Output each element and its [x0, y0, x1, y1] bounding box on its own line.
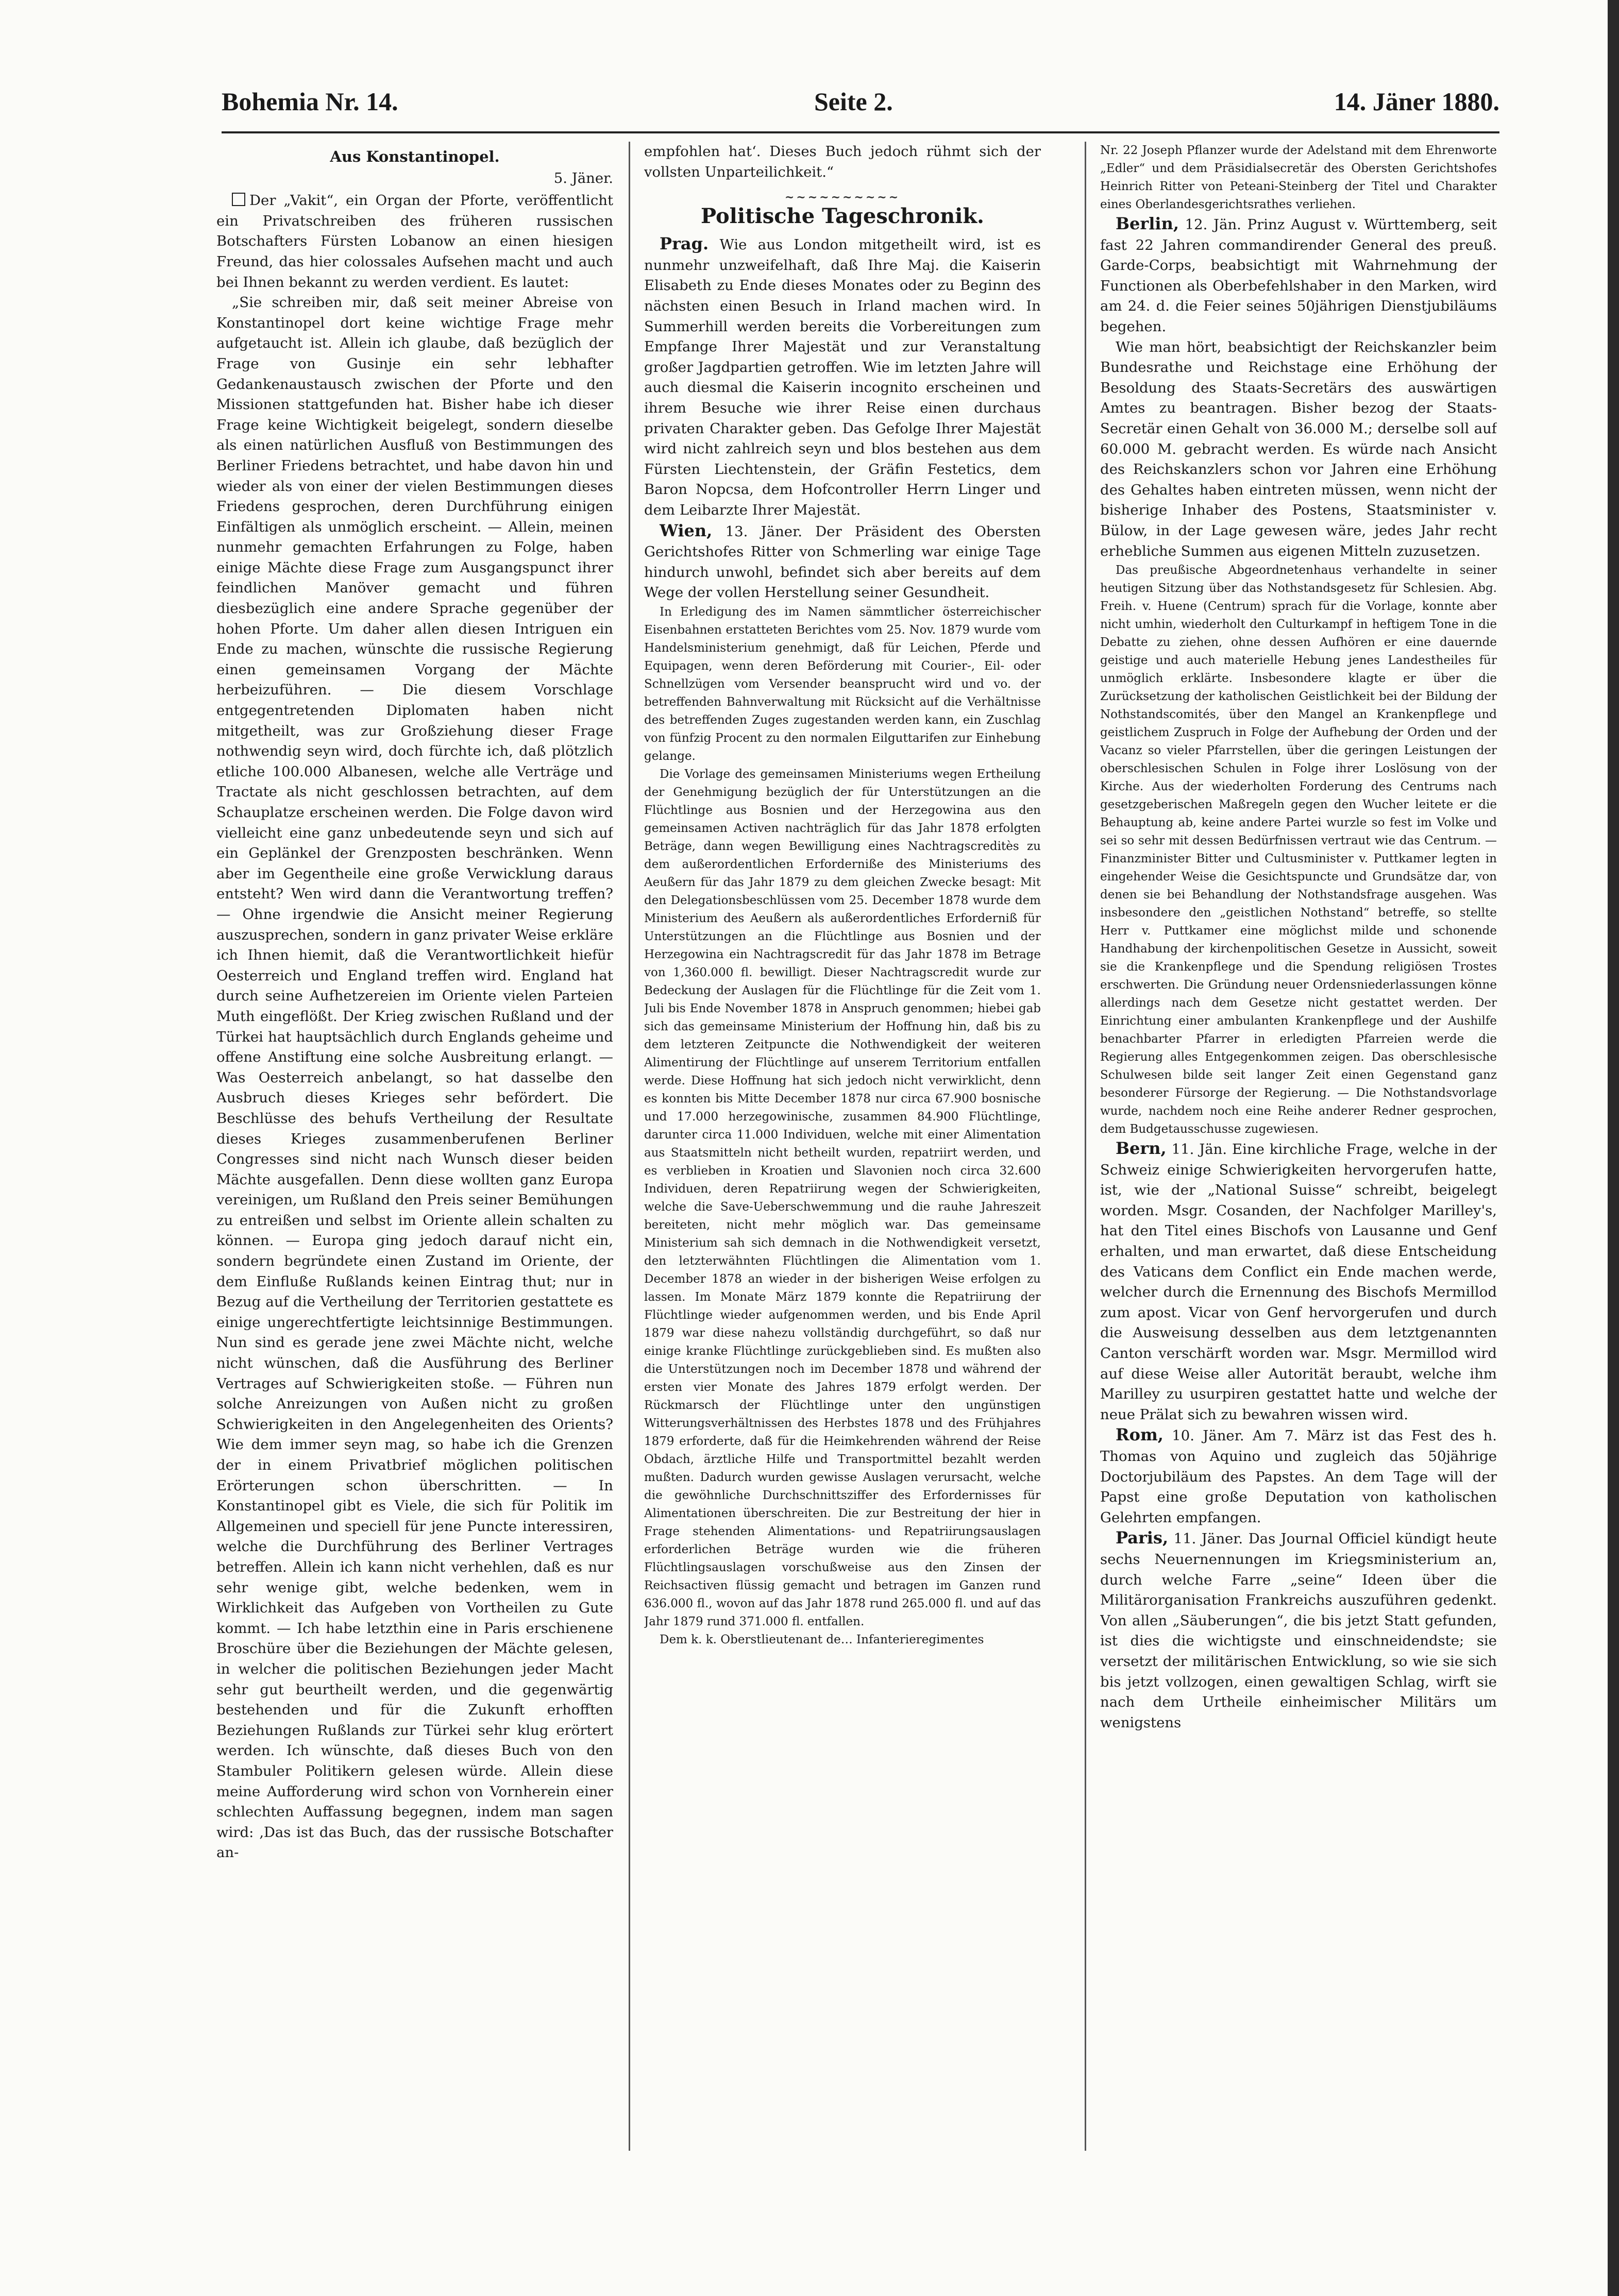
flourish-ornament: ~~~~~~~~~~ — [784, 191, 901, 205]
place-name: Prag. — [660, 234, 709, 254]
continuation-text: empfohlen hat‘. Dieses Buch jedoch rühmt sich der vollsten Unparteilichkeit.“ — [644, 143, 1041, 180]
issue-date: 14. Jäner 1880. — [1334, 87, 1499, 116]
place-name: Paris, — [1116, 1528, 1169, 1548]
page-header — [222, 87, 1499, 128]
article-paragraph: Der „Vakit“, ein Organ der Pforte, veröffentlicht ein Privatschreiben des früheren russischen Botschafters Fürsten Lobanow an einen hiesigen Freund, das hier colossales Aufsehen macht und auch bei Ihnen bekannt zu werden verdient. Es lautet: — [216, 192, 613, 291]
column-1 — [216, 142, 613, 2151]
column-3 — [1100, 142, 1497, 2151]
small-paragraph: Die Vorlage des gemeinsamen Ministeriums wegen Ertheilung der Genehmigung bezüglich der für Unterstützungen an die Flüchtlinge aus Bosnien und der Herzegowina aus den gemeinsamen Activen nachträglich für das Jahr 1878 erfolgten Beträge, dann wegen Bewilligung eines Nachtragscreditès zu dem außerordentlichen Erforderniße des Ministeriums des Aeußern für das Jahr 1879 zu dem gleichen Zwecke besagt: Mit den Delegationsbeschlüssen vom 25. December 1878 wurde dem Ministerium des Aeußern als außerordentliches Erforderniß für Unterstützungen an die Flüchtlinge aus Bosnien und der Herzegowina ein Nachtragscredit für das Jahr 1878 im Betrage von 1,360.000 fl. bewilligt. Dieser Nachtragscredit wurde zur Bedeckung der Auslagen für die Flüchtlinge für die Zeit vom 1. Juli bis Ende November 1878 in Anspruch genommen; hiebei gab sich das gemeinsame Ministerium der Hoffnung hin, daß bis zu dem letzteren Zeitpuncte die Nothwendigkeit der weiteren Alimentirung der Flüchtlinge auf unserem Territorium entfallen werde. Diese Hoffnung hat sich jedoch nicht verwirklicht, denn es konnten bis Mitte December 1878 nur circa 67.900 bosnische und 17.000 herzegowinische, zusammen 84.900 Flüchtlinge, darunter circa 11.000 Individuen, welche mit einer Alimentation aus Staatsmitteln nicht betheilt wurden, repatriirt werden, und es verblieben in Kroatien und Slavonien noch circa 32.600 Individuen, deren Repatriirung wegen der Schwierigkeiten, welche die Save-Ueberschwemmung und die rauhe Jahreszeit bereiteten, nicht mehr möglich war. Das gemeinsame Ministerium sah sich demnach in die Nothwendigkeit versetzt, den letzterwähnten Flüchtlingen die Alimentation vom 1. December 1878 an wieder in der bisherigen Weise erfolgen zu lassen. Im Monate März 1879 konnte die Repatriirung der Flüchtlinge wieder aufgenommen werden, und bis Ende April 1879 war diese nahezu vollständig durchgeführt, so daß nur einige kranke Flüchtlinge zurückgeblieben sind. Es mußten also die Unterstützungen noch im December 1878 und während der ersten vier Monate des Jahres 1879 erfolgt werden. Der Rückmarsch der Flüchtlinge unter den ungünstigen Witterungsverhältnissen des Herbstes 1878 und des Frühjahres 1879 erforderte, daß für die Heimkehrenden während der Reise Obdach, ärztliche Hilfe und Transportmittel bezahlt werden mußten. Dadurch wurden gewisse Auslagen verursacht, welche die gewöhnliche Durchschnittsziffer des Erfordernisses für Alimentationen überschreiten. Die zur Bestreitung der hier in Frage stehenden Alimentations- und Repatriirungsauslagen erforderlichen Beträge wurden wie die früheren Flüchtlingsauslagen vorschußweise aus den Zinsen der Reichsactiven flüssig gemacht und betragen im Ganzen rund 636.000 fl., wovon auf das Jahr 1878 rund 265.000 fl. und auf das Jahr 1879 rund 371.000 fl. entfallen. — [644, 767, 1041, 1628]
scan-edge — [1608, 0, 1619, 2296]
column-2 — [644, 142, 1041, 2151]
news-item: Prag. Wie aus London mitgetheilt wird, ist es nunmehr unzweifelhaft, daß Ihre Maj. die Kaiserin Elisabeth zu Ende dieses Monates oder zu Beginn des nächsten einen Besuch in Irland machen wird. In Summerhill werden bereits die Vorbereitungen zum Empfange Ihrer Majestät und zur Veranstaltung großer Jagdpartien getroffen. Wie im letzten Jahre will auch diesmal die Kaiserin incognito erscheinen und ihrem Besuche wie ihrer Reise einen durchaus privaten Charakter geben. Das Gefolge Ihrer Majestät wird nicht zahlreich seyn und blos bestehen aus dem Fürsten Liechtenstein, der Gräfin Festetics, dem Baron Nopcsa, dem Hofcontroller Herrn Linger und dem Leibarzte Ihrer Majestät. — [644, 234, 1041, 518]
article-title: Aus Konstantinopel. — [330, 148, 500, 165]
place-name: Wien, — [660, 520, 713, 540]
small-paragraph: Das preußische Abgeordnetenhaus verhandelte in seiner heutigen Sitzung über das Nothstandsgesetz für Schlesien. Abg. Freih. v. Huene (Centrum) sprach für die Vorlage, konnte aber nicht umhin, wiederholt den Culturkampf in heftigem Tone in die Debatte zu ziehen, ohne dessen Aufhören er eine dauernde geistige und auch materielle Hebung jenes Landestheiles für unmöglich erklärte. Insbesondere klagte er über die Zurücksetzung der katholischen Geistlichkeit bei der Bildung der Nothstandscomités, über den Mangel an Krankenpflege und geistlichem Zuspruch in Folge der Aufhebung der Orden und der Vacanz so vieler Pfarrstellen, über die geringen Leistungen der oberschlesischen Schulen in Folge ihrer Loslösung von der Kirche. Aus der wiederholten Forderung des Centrums nach gesetzgeberischen Maßregeln gegen den Wucher leitete er die Behauptung ab, keine andere Partei wurzle so fest im Volke und sei so sehr mit dessen Bedürfnissen vertraut wie das Centrum. — Finanzminister Bitter und Cultusminister v. Puttkamer legten in eingehender Weise die Gesichtspuncte und Grundsätze dar, von denen sie bei Behandlung der Nothstandsfrage ausgehen. Was insbesondere den „geistlichen Nothstand“ betreffe, so stellte Herr v. Puttkamer eine möglichst milde und schonende Handhabung der kirchenpolitischen Gesetze in Aussicht, soweit sie die Krankenpflege und die Spendung religiösen Trostes erschwerten. Die Gründung neuer Ordensniederlassungen könne allerdings nach dem Gesetze nicht gestattet werden. Der Einrichtung einer ambulanten Krankenpflege und der Aushilfe benachbarter Pfarrer in erledigten Pfarreien werde die Regierung alles Entgegenkommen zeigen. Das oberschlesische Schulwesen bilde seit langer Zeit einen Gegenstand ganz besonderer Fürsorge der Regierung. — Die Nothstandsvorlage wurde, nachdem noch eine Reihe anderer Redner gesprochen, dem Budgetausschusse zugewiesen. — [1100, 564, 1497, 1136]
page-number: Seite 2. — [814, 87, 893, 116]
dateline: 5. Jäner. — [553, 169, 613, 186]
small-paragraph: In Erledigung des im Namen sämmtlicher österreichischer Eisenbahnen erstatteten Berichtes vom 25. Nov. 1879 wurde vom Handelsministerium genehmigt, daß für Leichen, Pferde und Equipagen, wenn deren Beförderung mit Courier-, Eil- oder Schnellzügen vom Versender beansprucht wird und vo. der betreffenden Bahnverwaltung mit Rücksicht auf die Verhältnisse des betreffenden Zuges zugestanden werden kann, ein Zuschlag von fünfzig Procent zu den normalen Eilguttarifen zur Einhebung gelange. — [644, 605, 1041, 763]
news-item: Wie man hört, beabsichtigt der Reichskanzler beim Bundesrathe und Reichstage eine Erhöhung der Besoldung des Staats-Secretärs des auswärtigen Amtes zu beantragen. Bisher bezog der Staats-Secretär einen Gehalt von 36.000 M.; derselbe soll auf 60.000 M. gebracht werden. Es würde nach Ansicht des Reichskanzlers schon vor Jahren eine Erhöhung des Gehaltes haben eintreten müssen, wenn nicht der bisherige Inhaber des Postens, Staatsminister v. Bülow, in der Lage gewesen wäre, jedes Jahr recht erhebliche Summen aus eigenen Mitteln zuzusetzen. — [1100, 338, 1497, 559]
news-item: Bern, 11. Jän. Eine kirchliche Frage, welche in der Schweiz einige Schwierigkeiten hervorgerufen hatte, ist, wie der „National Suisse“ schreibt, beigelegt worden. Msgr. Cosanden, der Nachfolger Marilley's, hat den Titel eines Bischofs von Lausanne und Genf erhalten, und man erwartet, daß diese Entscheidung des Vaticans dem Conflict ein Ende machen werde, welcher durch die Ernennung des Bischofs Mermillod zum apost. Vicar von Genf hervorgerufen und durch die Ausweisung desselben aus dem letztgenannten Canton verschärft worden war. Msgr. Mermillod wird auf diese Weise aller Autorität beraubt, welche ihm Marilley zu usurpiren gestattet hatte und welche der neue Prälat sich zu bewahren wissen wird. — [1100, 1138, 1497, 1423]
small-paragraph: Nr. 22 Joseph Pflanzer wurde der Adelstand mit dem Ehrenworte „Edler“ und dem Präsidialsecretär des Obersten Gerichtshofes Heinrich Ritter von Peteani-Steinberg der Titel und Charakter eines Oberlandesgerichtsrathes verliehen. — [1100, 144, 1497, 211]
place-name: Rom, — [1116, 1425, 1163, 1445]
column-rule — [629, 142, 630, 2151]
column-rule — [1085, 142, 1086, 2151]
place-name: Bern, — [1116, 1138, 1167, 1159]
news-item: Wien, 13. Jäner. Der Präsident des Obersten Gerichtshofes Ritter von Schmerling war einige Tage hindurch unwohl, befindet sich aber bereits auf dem Wege der vollen Herstellung seiner Gesundheit. — [644, 520, 1041, 601]
header-rule — [222, 131, 1499, 133]
article-paragraph: „Sie schreiben mir, daß seit meiner Abreise von Konstantinopel dort keine wichtige Frage mehr aufgetaucht ist. Allein ich glaube, daß bezüglich der Frage von Gusinje ein sehr lebhafter Gedankenaustausch zwischen der Pforte und den Missionen stattgefunden hat. Bisher habe ich dieser Frage keine Wichtigkeit beigelegt, sondern dieselbe als einen natürlichen Ausfluß von Bestimmungen des Berliner Friedens betrachtet, und habe davon hin und wieder als von einer der vielen Bestimmungen dieses Friedens gesprochen, deren Durchführung einigen Einfältigen als unmöglich erscheint. — Allein, meinen nunmehr gemachten Erfahrungen zu Folge, haben einige Mächte diese Frage zum Ausgangspunct ihrer feindlichen Manöver gemacht und führen diesbezüglich eine andere Sprache gegenüber der hohen Pforte. Um daher allen diesen Intriguen ein Ende zu machen, wünschte die russische Regierung einen gemeinsamen Vorgang der Mächte herbeizuführen. — Die diesem Vorschlage entgegentretenden Diplomaten haben nicht mitgetheilt, was zur Großziehung dieser Frage nothwendig seyn wird, doch fürchte ich, daß plötzlich etliche 100.000 Albanesen, welche alle Verträge und Tractate als nicht geschlossen betrachten, auf dem Schauplatze erscheinen werden. Die Folge davon wird vielleicht eine ganz unbedeutende seyn und sich auf ein Geplänkel der Grenzposten beschränken. Wenn aber im Gegentheile eine große Verwicklung daraus entsteht? Wen wird dann die Verantwortung treffen? — Ohne irgendwie die Ansicht meiner Regierung auszusprechen, sondern in ganz privater Weise erkläre ich Ihnen hiemit, daß die Verantwortlichkeit hiefür Oesterreich und England treffen wird. England hat durch seine Aufhetzereien im Oriente vielen Parteien Muth eingeflößt. Der Krieg zwischen Rußland und der Türkei hat hauptsächlich durch Englands geheime und offene Anstiftung eine solche Ausbreitung erlangt. — Was Oesterreich anbelangt, so hat dasselbe den Ausbruch dieses Krieges sehr befördert. Die Beschlüsse des behufs Vertheilung der Resultate dieses Krieges zusammenberufenen Berliner Congresses sind nicht nach Wunsch dieser beiden Mächte ausgefallen. Denn diese wollten ganz Europa vereinigen, um Rußland den Preis seiner Bemühungen zu entreißen und selbst im Oriente allein schalten zu können. — Europa ging jedoch darauf nicht ein, sondern begründete einen Zustand im Oriente, der dem Einfluße Rußlands keinen Eintrag thut; nur in Bezug auf die Vertheilung der Territorien gestattete es einige ungerechtfertigte leichtsinnige Bestimmungen. Nun sind es gerade jene zwei Mächte nicht, welche nicht wünschen, daß die Ausführung des Berliner Vertrages auf Schwierigkeiten stoße. — Führen nun solche Anreizungen von Außen nicht zu großen Schwierigkeiten in den Angelegenheiten des Orients? Wie dem immer seyn mag, so habe ich die Grenzen der in einem Privatbrief möglichen politischen Erörterungen schon überschritten. — In Konstantinopel gibt es Viele, die sich für Politik im Allgemeinen und speciell für jene Puncte interessiren, welche die Durchführung des Berliner Vertrages betreffen. Allein ich kann nicht verhehlen, daß es nur sehr wenige gibt, welche bedenken, wem in Wirklichkeit das Aufgeben von Vortheilen zu Gute kommt. — Ich habe letzthin eine in Paris erschienene Broschüre über die Beziehungen der Mächte gelesen, in welcher die politischen Beziehungen jeder Macht sehr gut beurtheilt werden, und die gegenwärtig bestehenden und für die Zukunft erhofften Beziehungen Rußlands zur Türkei sehr klug erörtert werden. Ich wünschte, daß dieses Buch von den Stambuler Politikern gelesen würde. Allein diese meine Aufforderung wird schon von Vornherein einer schlechten Auffassung begegnen, indem man sagen wird: ‚Das ist das Buch, das der russische Botschafter an- — [216, 294, 613, 1861]
small-paragraph: Dem k. k. Oberstlieutenant de… Infanterieregimentes — [660, 1632, 984, 1646]
place-name: Berlin, — [1116, 214, 1179, 233]
small-print-block — [644, 603, 1041, 1649]
small-print-block — [1100, 562, 1497, 1138]
news-item: Berlin, 12. Jän. Prinz August v. Württemberg, seit fast 22 Jahren commandirender General des preuß. Garde-Corps, beabsichtigt mit Wahrnehmung der Functionen als Oberbefehlshaber in den Marken, wird am 24. d. die Feier seines 50jährigen Dienstjubiläums begehen. — [1100, 214, 1497, 335]
news-item: Rom, 10. Jäner. Am 7. März ist das Fest des h. Thomas von Aquino und zugleich das 50jährige Doctorjubiläum des Papstes. An dem Tage will der Papst eine große Deputation von katholischen Gelehrten empfangen. — [1100, 1425, 1497, 1526]
section-title: ~~~~~~~~~~ Politische Tageschronik. — [644, 192, 1041, 230]
masthead-title: Bohemia Nr. 14. — [222, 87, 398, 116]
news-item: Paris, 11. Jäner. Das Journal Officiel kündigt heute sechs Neuernennungen im Kriegsministerium an, durch welche Farre „seine“ Ideen über die Militärorganisation Frankreichs auszuführen gedenkt. Von allen „Säuberungen“, die bis jetzt Statt gefunden, ist dies die wichtigste und einschneidendste; sie versetzt der militärischen Entwicklung, so wie sie sich bis jetzt vollzogen, einen gewaltigen Schlag, wirft sie nach dem Urtheile einheimischer Militärs um wenigstens — [1100, 1528, 1497, 1731]
paragraph-mark-icon — [232, 193, 245, 206]
